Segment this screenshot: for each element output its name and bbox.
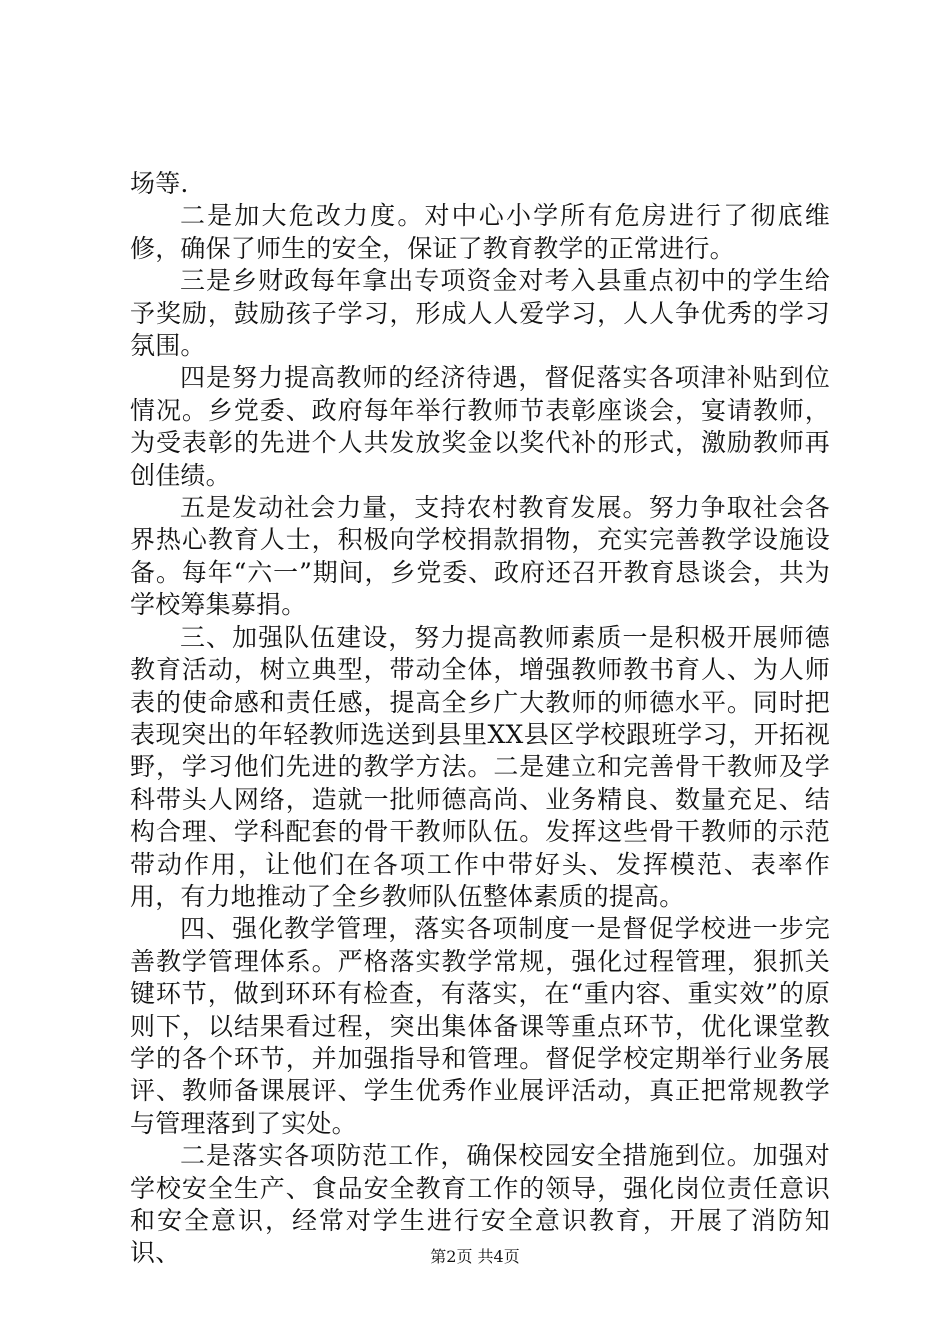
page-number-footer: 第2页 共4页 [430,1247,520,1266]
document-body [130,168,830,1270]
paragraph-continuation: 场等. [130,169,189,198]
paragraph-social-support: 五是发动社会力量，支持农村教育发展。努力争取社会各界热心教育人士，积极向学校捐款捐物，充实完善教学设施设备。每年“六一”期间，乡党委、政府还召开教育恳谈会，共为学校筹集募捐。 [130,493,830,620]
paragraph-scholarship: 三是乡财政每年拿出专项资金对考入县重点初中的学生给予奖励，鼓励孩子学习，形成人人爱学习，人人争优秀的学习氛围。 [130,266,830,361]
paragraph-renovation: 二是加大危改力度。对中心小学所有危房进行了彻底维修，确保了师生的安全，保证了教育教学的正常进行。 [130,201,830,263]
paragraph-teaching-management: 四、强化教学管理，落实各项制度一是督促学校进一步完善教学管理体系。严格落实教学常规，强化过程管理，狠抓关键环节，做到环环有检查，有落实，在“重内容、重实效”的原则下，以结果看过程，突出集体备课等重点环节，优化课堂教学的各个环节，并加强指导和管理。督促学校定期举行业务展评、教师备课展评、学生优秀作业展评活动，真正把常规教学与管理落到了实处。 [130,914,830,1138]
paragraph-teacher-benefits: 四是努力提高教师的经济待遇，督促落实各项津补贴到位情况。乡党委、政府每年举行教师节表彰座谈会，宴请教师，为受表彰的先进个人共发放奖金以奖代补的形式，激励教师再创佳绩。 [130,363,830,490]
paragraph-team-building: 三、加强队伍建设，努力提高教师素质一是积极开展师德教育活动，树立典型，带动全体，增强教师教书育人、为人师表的使命感和责任感，提高全乡广大教师的师德水平。同时把表现突出的年轻教师选送到县里XX县区学校跟班学习，开拓视野，学习他们先进的教学方法。二是建立和完善骨干教师及学科带头人网络，造就一批师德高尚、业务精良、数量充足、结构合理、学科配套的骨干教师队伍。发挥这些骨干教师的示范带动作用，让他们在各项工作中带好头、发挥模范、表率作用，有力地推动了全乡教师队伍整体素质的提高。 [130,622,830,911]
paragraph-safety: 二是落实各项防范工作，确保校园安全措施到位。加强对学校安全生产、食品安全教育工作的领导，强化岗位责任意识和安全意识，经常对学生进行安全意识教育，开展了消防知识、 [130,1141,830,1268]
